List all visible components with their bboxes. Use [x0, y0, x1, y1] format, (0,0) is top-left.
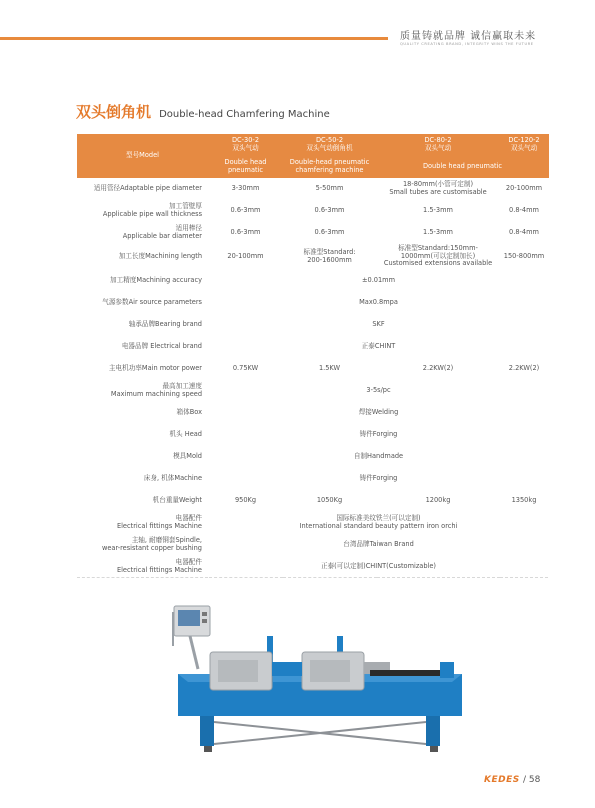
- row-label: 适用管径Adaptable pipe diameter: [77, 178, 209, 200]
- row-bearing-brand: [77, 314, 549, 336]
- row-value: 0.75KW: [209, 358, 283, 380]
- row-value: SKF: [209, 314, 549, 336]
- type-dc50: Double-head pneumatic chamfering machine: [283, 156, 377, 178]
- model-dc50: DC-50-2 双头气动倒角机: [283, 134, 377, 156]
- row-value: 铸件Forging: [209, 424, 549, 446]
- row-value: ±0.01mm: [209, 270, 549, 292]
- header-row-models: [77, 134, 549, 156]
- row-label: 电器品牌 Electrical brand: [77, 336, 209, 358]
- row-accuracy: [77, 270, 549, 292]
- row-value: 正泰CHINT: [209, 336, 549, 358]
- row-weight: [77, 490, 549, 512]
- row-value: 标准型Standard: 200-1600mm: [283, 244, 377, 270]
- row-label: 箱体Box: [77, 402, 209, 424]
- row-label: 加工精度Machining accuracy: [77, 270, 209, 292]
- row-label: 气源参数Air source parameters: [77, 292, 209, 314]
- row-value: 正泰(可以定制)CHINT(Customizable): [209, 556, 549, 578]
- row-label: 加工长度Machining length: [77, 244, 209, 270]
- row-value: 0.8-4mm: [500, 222, 549, 244]
- row-machining-length: [77, 244, 549, 270]
- row-label: 电器配件 Electrical fittings Machine: [77, 512, 209, 534]
- row-value: 20-100mm: [500, 178, 549, 200]
- row-label: 床身, 机体Machine: [77, 468, 209, 490]
- model-dc120: DC-120-2 双头气动: [500, 134, 549, 156]
- row-box: [77, 402, 549, 424]
- brand-logo: KEDES: [484, 775, 520, 785]
- row-label: 模具Mold: [77, 446, 209, 468]
- row-label: 最高加工速度 Maximum machining speed: [77, 380, 209, 402]
- row-value: 18-80mm(小管可定制) Small tubes are customisable: [377, 178, 500, 200]
- row-label: 电器配件 Electrical fittings Machine: [77, 556, 209, 578]
- row-value: 焊接Welding: [209, 402, 549, 424]
- row-pipe-diameter: [77, 178, 549, 200]
- row-value: 1.5KW: [283, 358, 377, 380]
- row-max-speed: [77, 380, 549, 402]
- row-value: 5-50mm: [283, 178, 377, 200]
- row-value: 3-30mm: [209, 178, 283, 200]
- model-dc30: DC-30-2 双头气动: [209, 134, 283, 156]
- row-value: 950Kg: [209, 490, 283, 512]
- row-electrical-fittings: [77, 512, 549, 534]
- row-wall-thickness: [77, 200, 549, 222]
- spec-table: [76, 133, 549, 578]
- type-dc30: Double head pneumatic: [209, 156, 283, 178]
- title-en: Double-head Chamfering Machine: [159, 109, 330, 120]
- row-value: 1050Kg: [283, 490, 377, 512]
- row-value: 2.2KW(2): [377, 358, 500, 380]
- header-slogan: 质量铸就品牌 诚信赢取未来: [400, 31, 537, 42]
- machine-illustration: [170, 604, 470, 756]
- row-value: 0.6-3mm: [283, 222, 377, 244]
- row-value: 0.8-4mm: [500, 200, 549, 222]
- row-value: 自制Handmade: [209, 446, 549, 468]
- title-cn: 双头倒角机: [76, 103, 152, 121]
- row-air-source: [77, 292, 549, 314]
- row-label: 加工管壁厚 Applicable pipe wall thickness: [77, 200, 209, 222]
- row-value: Max0.8mpa: [209, 292, 549, 314]
- row-value: 1.5-3mm: [377, 222, 500, 244]
- model-label: 型号Model: [77, 134, 209, 178]
- row-value: 3-5s/pc: [209, 380, 549, 402]
- row-label: 主轴, 耐磨铜套Spindle, wear-resistant copper bushing: [77, 534, 209, 556]
- page-number: / 58: [523, 775, 541, 785]
- row-value: 1350kg: [500, 490, 549, 512]
- row-motor-power: [77, 358, 549, 380]
- row-value: 0.6-3mm: [283, 200, 377, 222]
- row-value: 0.6-3mm: [209, 200, 283, 222]
- header-slogan-en: QUALITY CREATING BRAND, INTEGRITY WINS THE FUTURE: [400, 42, 534, 46]
- row-head: [77, 424, 549, 446]
- row-electrical-fittings-2: [77, 556, 549, 578]
- row-machine-body: [77, 468, 549, 490]
- row-value: 铸件Forging: [209, 468, 549, 490]
- page-title: [76, 101, 330, 122]
- row-bar-diameter: [77, 222, 549, 244]
- row-label: 机头 Head: [77, 424, 209, 446]
- row-value: 1200kg: [377, 490, 500, 512]
- row-spindle: [77, 534, 549, 556]
- row-mold: [77, 446, 549, 468]
- model-dc80: DC-80-2 双头气动: [377, 134, 500, 156]
- row-value: 0.6-3mm: [209, 222, 283, 244]
- row-electrical-brand: [77, 336, 549, 358]
- row-value: 1.5-3mm: [377, 200, 500, 222]
- row-value: 台湾品牌Taiwan Brand: [209, 534, 549, 556]
- row-label: 机台重量Weight: [77, 490, 209, 512]
- header-accent-bar: [0, 37, 388, 40]
- row-label: 轴承品牌Bearing brand: [77, 314, 209, 336]
- row-value: 标准型Standard:150mm- 1000mm(可以定制加长) Customised extensions available: [377, 244, 500, 270]
- type-merged: Double head pneumatic: [377, 156, 549, 178]
- row-value: 150-800mm: [500, 244, 549, 270]
- row-value: 20-100mm: [209, 244, 283, 270]
- row-value: 2.2KW(2): [500, 358, 549, 380]
- row-label: 主电机功率Main motor power: [77, 358, 209, 380]
- row-value: 国际标准美纹铁兰(可以定制) International standard beauty pattern iron orchi: [209, 512, 549, 534]
- row-label: 适用棒径 Applicable bar diameter: [77, 222, 209, 244]
